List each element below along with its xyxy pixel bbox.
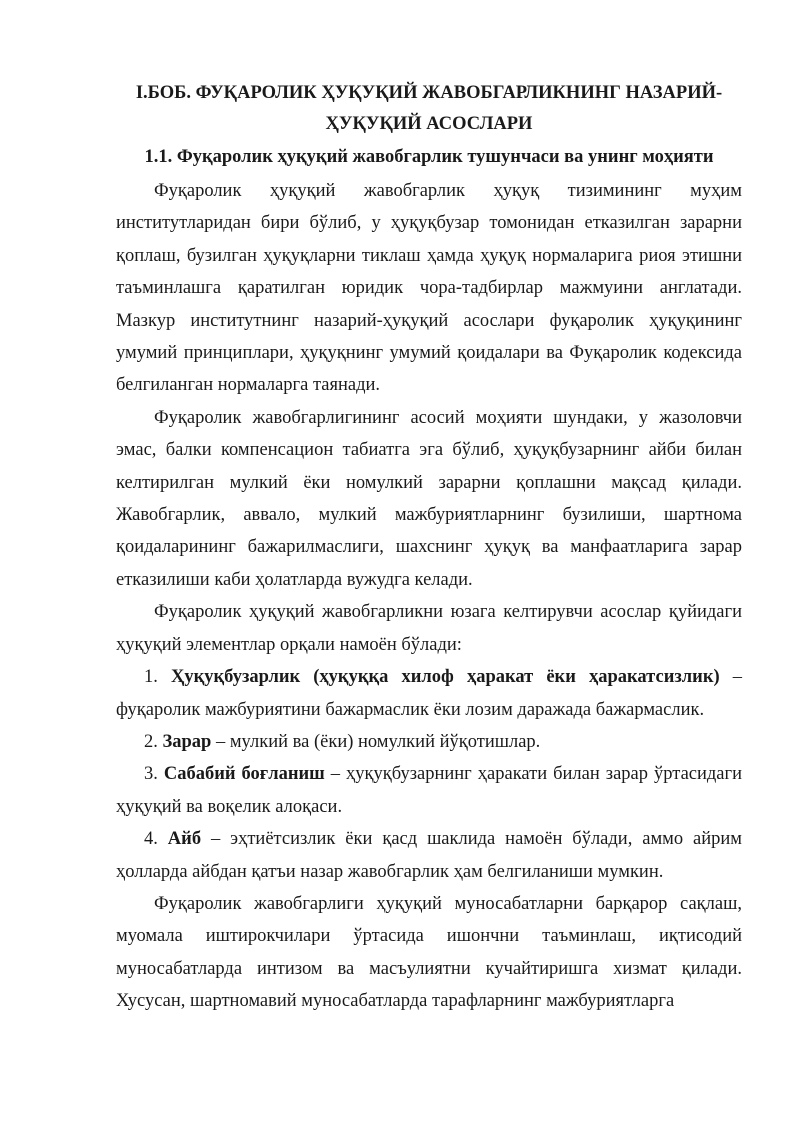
list-item-number: 4. [144,829,158,850]
paragraph-1: Фуқаролик ҳуқуқий жавобгарлик ҳуқуқ тизимининг муҳим институтларидан бири бўлиб, у ҳуқуқбузар томонидан етказилган зарарни қоплаш, бузилган ҳуқуқларни тиклаш ҳамда ҳуқуқ нормаларига риоя этишни таъминлашга қаратилган юридик чора-тадбирлар мажмуини англатади. Мазкур институтнинг назарий-ҳуқуқий асослари фуқаролик ҳуқуқининг умумий принциплари, ҳуқуқнинг умумий қоидалари ва Фуқаролик кодексида белгиланган нормаларга таянади. [116,181,742,396]
closing-paragraph: Фуқаролик жавобгарлиги ҳуқуқий муносабатларни барқарор сақлаш, муомала иштирокчилари ўртасида ишончни таъминлаш, иқтисодий муносабатларда интизом ва масъулиятни кучайтиришга хизмат қилади. Хусусан, шартномавий муносабатларда тарафларнинг мажбуриятларга [116,893,742,1012]
list-item-text: – мулкий ва (ёки) номулкий йўқотишлар. [211,731,541,752]
list-item-term: Зарар [162,731,212,752]
chapter-heading-line-2: ҲУҚУҚИЙ АСОСЛАРИ [325,114,533,134]
list-item-text: – фуқаролик мажбуриятини бажармаслик ёки лозим даражада бажармаслик. [116,667,743,720]
list-item-term: Сабабий боғланиш [163,764,325,785]
list-item-1 [116,661,742,726]
list-item-term: Ҳуқуқбузарлик (ҳуқуққа хилоф ҳаракат ёки ҳаракатсизлик) [170,667,720,688]
list-item-term: Айб [167,829,202,850]
section-heading: 1.1. Фуқаролик ҳуқуқий жавобгарлик тушунчаси ва унинг моҳияти [144,147,714,167]
list-item-number: 2. [144,731,158,752]
list-item-number: 1. [144,667,158,688]
page-content [116,78,742,1018]
list-item-text: – эҳтиётсизлик ёки қасд шаклида намоён бўлади, аммо айрим ҳолларда айбдан қатъи назар жавобгарлик ҳам белгиланиши мумкин. [116,829,742,882]
chapter-heading [116,78,742,140]
list-item-2 [116,726,742,758]
list-item-3 [116,758,742,823]
list-item-text: – ҳуқуқбузарнинг ҳаракати билан зарар ўртасидаги ҳуқуқий ва воқелик алоқаси. [116,764,742,817]
list-item-4 [116,823,742,888]
paragraph-2: Фуқаролик жавобгарлигининг асосий моҳияти шундаки, у жазоловчи эмас, балки компенсацион табиатга эга бўлиб, ҳуқуқбузарнинг айби билан келтирилган мулкий ёки номулкий зарарни қоплашни мақсад қилади. Жавобгарлик, аввало, мулкий мажбуриятларнинг бузилиши, шартнома қоидаларининг бажарилмаслиги, шахснинг ҳуқуқ ва манфаатларига зарар етказилиши каби ҳолатларда вужудга келади. [116,407,742,590]
chapter-heading-line-1: I.БОБ. ФУҚАРОЛИК ҲУҚУҚИЙ ЖАВОБГАРЛИКНИНГ НАЗАРИЙ- [135,83,723,103]
paragraph-3: Фуқаролик ҳуқуқий жавобгарликни юзага келтирувчи асослар қуйидаги ҳуқуқий элементлар орқали намоён бўлади: [116,602,742,655]
list-item-number: 3. [144,764,158,785]
